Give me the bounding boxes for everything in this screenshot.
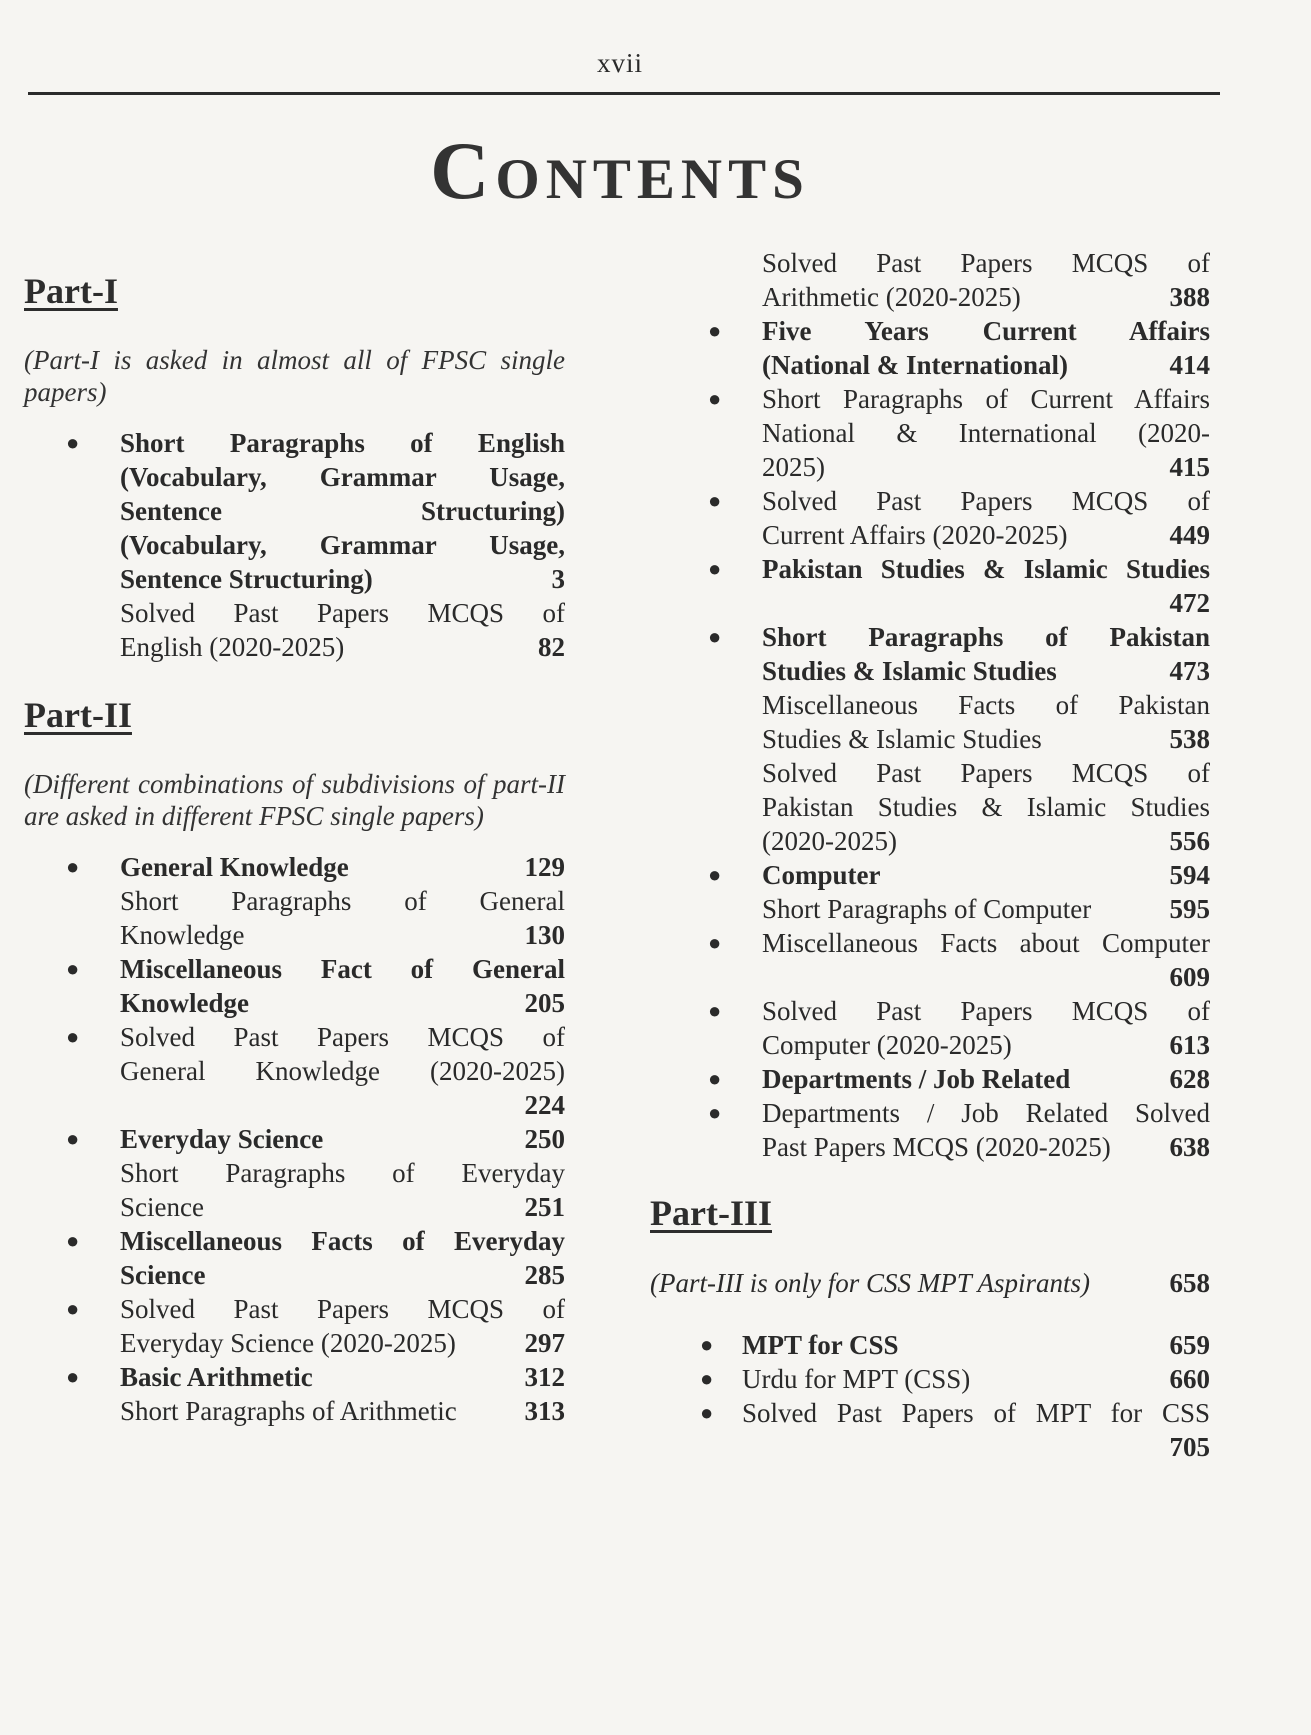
toc-entry-text: Knowledge xyxy=(120,920,245,950)
part-2-heading: Part-II xyxy=(24,695,132,735)
toc-entry xyxy=(650,552,1210,620)
toc-entry-text: Current Affairs (2020-2025) xyxy=(762,520,1068,550)
bullet-icon: ● xyxy=(708,318,722,343)
toc-entry-text: Science xyxy=(120,1260,206,1290)
toc-entry xyxy=(20,952,565,1020)
toc-entry xyxy=(650,892,1210,926)
toc-entry-text: Computer (2020-2025) xyxy=(762,1030,1012,1060)
toc-entry-text: Basic Arithmetic xyxy=(120,1362,313,1392)
toc-entry-text: MPT for CSS xyxy=(742,1330,899,1360)
part-2-note: (Different combinations of subdivisions of part-II are asked in different FPSC single papers) xyxy=(24,769,565,831)
bullet-icon: ● xyxy=(66,1024,80,1049)
toc-page-number: 313 xyxy=(524,1396,565,1426)
bullet-icon: ● xyxy=(700,1332,714,1357)
toc-page-number: 285 xyxy=(524,1260,565,1290)
toc-entry xyxy=(20,1292,565,1360)
toc-entry-text: (National & International) xyxy=(762,350,1068,380)
bullet-icon: ● xyxy=(66,430,80,455)
toc-entry-last-line xyxy=(120,1326,565,1360)
toc-entry-text: (2020-2025) xyxy=(762,826,897,856)
bullet-icon: ● xyxy=(708,556,722,581)
toc-entry-text: Solved Past Papers MCQS of xyxy=(762,996,1210,1026)
page-title: Contents xyxy=(430,125,810,216)
toc-entry xyxy=(650,1096,1210,1164)
toc-entry-text: Pakistan Studies & Islamic Studies xyxy=(762,792,1210,822)
toc-entry-text: Short Paragraphs of English xyxy=(120,428,565,458)
toc-entry xyxy=(20,426,565,596)
bullet-icon: ● xyxy=(708,930,722,955)
toc-entry-last-line xyxy=(742,1328,1210,1362)
toc-entry xyxy=(650,688,1210,756)
toc-entry-text: Solved Past Papers MCQS of xyxy=(762,486,1210,516)
toc-entry-text: English (2020-2025) xyxy=(120,632,345,662)
toc-entry-text: Miscellaneous Fact of General xyxy=(120,954,565,984)
toc-entry-text: Short Paragraphs of Current Affairs xyxy=(762,384,1210,414)
toc-entry-text: Everyday Science (2020-2025) xyxy=(120,1328,456,1358)
toc-entry xyxy=(650,620,1210,688)
toc-entry xyxy=(650,382,1210,484)
toc-entry-text: Five Years Current Affairs xyxy=(762,316,1210,346)
part-2-entries-left xyxy=(20,850,565,1428)
toc-entry-text: Sentence Structuring) xyxy=(120,496,565,526)
toc-entry-text: Sentence Structuring) xyxy=(120,564,373,594)
toc-page-number: 613 xyxy=(1169,1030,1210,1060)
toc-entry xyxy=(650,1328,1210,1362)
toc-page-number: 628 xyxy=(1169,1064,1210,1094)
part-1-heading: Part-I xyxy=(24,271,118,311)
toc-entry-text: Solved Past Papers MCQS of xyxy=(120,1022,565,1052)
bullet-icon: ● xyxy=(66,1228,80,1253)
toc-page-number: 660 xyxy=(1169,1364,1210,1394)
toc-entry-text: Urdu for MPT (CSS) xyxy=(742,1364,971,1394)
toc-entry-text: Short Paragraphs of Arithmetic xyxy=(120,1396,457,1426)
toc-entry-text: Departments / Job Related xyxy=(762,1064,1071,1094)
toc-entry-last-line xyxy=(762,824,1210,858)
toc-entry xyxy=(650,1062,1210,1096)
toc-entry-text: General Knowledge xyxy=(120,852,349,882)
toc-entry-text: Short Paragraphs of Computer xyxy=(762,894,1092,924)
toc-entry-last-line xyxy=(120,918,565,952)
toc-entry xyxy=(20,1020,565,1122)
part-3-note-page: 658 xyxy=(1169,1268,1210,1298)
toc-entry-text: Knowledge xyxy=(120,988,250,1018)
toc-entry-last-line xyxy=(120,986,565,1020)
toc-entry-last-line xyxy=(762,858,1210,892)
toc-entry xyxy=(650,858,1210,892)
toc-entry xyxy=(20,596,565,664)
toc-entry-last-line xyxy=(762,280,1210,314)
toc-entry-last-line xyxy=(120,562,565,596)
toc-entry xyxy=(20,1122,565,1156)
toc-entry-text: Short Paragraphs of Pakistan xyxy=(762,622,1210,652)
toc-page-number: 251 xyxy=(524,1192,565,1222)
bullet-icon: ● xyxy=(708,386,722,411)
toc-page-number: 595 xyxy=(1169,894,1210,924)
toc-entry-text: Solved Past Papers MCQS of xyxy=(120,598,565,628)
toc-entry-text: Solved Past Papers MCQS of xyxy=(120,1294,565,1324)
toc-entry xyxy=(20,850,565,884)
toc-entry-last-line xyxy=(120,630,565,664)
right-column xyxy=(650,246,1210,1464)
bullet-icon: ● xyxy=(708,1100,722,1125)
toc-entry-last-line xyxy=(120,1190,565,1224)
toc-entry-last-line xyxy=(120,1122,565,1156)
toc-entry-last-line xyxy=(120,1360,565,1394)
toc-entry-text: Short Paragraphs of Everyday xyxy=(120,1158,565,1188)
toc-page-number: 129 xyxy=(524,852,565,882)
toc-entry-text: Everyday Science xyxy=(120,1124,324,1154)
toc-entry-text: National & International (2020- xyxy=(762,418,1210,448)
toc-entry xyxy=(650,246,1210,314)
toc-page-number: 130 xyxy=(524,920,565,950)
toc-page-number: 388 xyxy=(1169,282,1210,312)
toc-page-number: 473 xyxy=(1169,656,1210,686)
part-3-note xyxy=(650,1266,1210,1300)
toc-entry-last-line xyxy=(762,892,1210,926)
toc-page-number: 638 xyxy=(1169,1132,1210,1162)
bullet-icon: ● xyxy=(700,1400,714,1425)
toc-page-number: 414 xyxy=(1169,350,1210,380)
toc-entry-text: (Vocabulary, Grammar Usage, xyxy=(120,462,565,492)
toc-page-number: 297 xyxy=(524,1328,565,1358)
toc-entry-text: Studies & Islamic Studies xyxy=(762,656,1057,686)
toc-entry xyxy=(650,1362,1210,1396)
toc-entry-text: Arithmetic (2020-2025) xyxy=(762,282,1021,312)
part-1-note: (Part-I is asked in almost all of FPSC single papers) xyxy=(24,345,565,407)
toc-entry-text: Solved Past Papers MCQS of xyxy=(762,758,1210,788)
toc-page-number: 82 xyxy=(538,632,565,662)
toc-entry-text: Miscellaneous Facts of Pakistan xyxy=(762,690,1210,720)
toc-entry-text: 2025) xyxy=(762,452,825,482)
toc-page-number: 415 xyxy=(1169,452,1210,482)
toc-page-number: 312 xyxy=(524,1362,565,1392)
toc-page-number: 594 xyxy=(1169,860,1210,890)
toc-page-number: 472 xyxy=(1169,588,1210,618)
toc-entry-text: Short Paragraphs of General xyxy=(120,886,565,916)
toc-entry-text: Miscellaneous Facts of Everyday xyxy=(120,1226,565,1256)
toc-entry-last-line xyxy=(762,1130,1210,1164)
toc-entry xyxy=(650,994,1210,1062)
toc-entry xyxy=(20,1360,565,1394)
toc-entry xyxy=(650,926,1210,994)
toc-entry xyxy=(650,484,1210,552)
header-rule xyxy=(28,92,1220,95)
toc-page-number: 3 xyxy=(551,564,565,594)
toc-entry-text: Departments / Job Related Solved xyxy=(762,1098,1210,1128)
toc-entry-text: Studies & Islamic Studies xyxy=(762,724,1042,754)
toc-entry xyxy=(650,756,1210,858)
toc-entry xyxy=(20,1224,565,1292)
part-3-heading: Part-III xyxy=(650,1193,772,1233)
toc-page-number: 250 xyxy=(524,1124,565,1154)
toc-entry-text: Solved Past Papers of MPT for CSS xyxy=(742,1398,1210,1428)
toc-page-number: 609 xyxy=(1169,962,1210,992)
toc-page-number: 224 xyxy=(524,1090,565,1120)
toc-entry-last-line xyxy=(762,1028,1210,1062)
part-2-entries-right xyxy=(650,246,1210,1164)
bullet-icon: ● xyxy=(700,1366,714,1391)
toc-entry-text: Past Papers MCQS (2020-2025) xyxy=(762,1132,1111,1162)
toc-entry xyxy=(650,1396,1210,1464)
toc-entry-last-line xyxy=(742,1362,1210,1396)
toc-entry-last-line xyxy=(762,1062,1210,1096)
bullet-icon: ● xyxy=(66,854,80,879)
toc-page-number: 205 xyxy=(524,988,565,1018)
bullet-icon: ● xyxy=(66,1296,80,1321)
toc-entry-text: Computer xyxy=(762,860,881,890)
bullet-icon: ● xyxy=(66,1364,80,1389)
toc-entry-text: Science xyxy=(120,1192,204,1222)
toc-entry-text: (Vocabulary, Grammar Usage, xyxy=(120,530,565,560)
toc-entry xyxy=(20,884,565,952)
toc-entry xyxy=(650,314,1210,382)
toc-page-number: 538 xyxy=(1169,724,1210,754)
part-3-entries xyxy=(650,1328,1210,1464)
toc-entry xyxy=(20,1394,565,1428)
toc-entry-last-line xyxy=(762,654,1210,688)
bullet-icon: ● xyxy=(708,862,722,887)
toc-entry-last-line xyxy=(762,348,1210,382)
toc-entry-text: Pakistan Studies & Islamic Studies xyxy=(762,554,1210,584)
toc-entry-text: Solved Past Papers MCQS of xyxy=(762,248,1210,278)
toc-page-number: 556 xyxy=(1169,826,1210,856)
left-column xyxy=(20,270,565,1428)
toc-entry-last-line xyxy=(120,850,565,884)
page-number: xvii xyxy=(596,48,643,78)
toc-entry-last-line xyxy=(762,450,1210,484)
toc-entry-text: Miscellaneous Facts about Computer xyxy=(762,928,1210,958)
part-1-entries xyxy=(20,426,565,664)
bullet-icon: ● xyxy=(708,488,722,513)
bullet-icon: ● xyxy=(708,624,722,649)
part-3-section xyxy=(650,1192,1210,1464)
toc-entry-text: General Knowledge (2020-2025) xyxy=(120,1056,565,1086)
bullet-icon: ● xyxy=(708,1066,722,1091)
bullet-icon: ● xyxy=(708,998,722,1023)
toc-page-number: 705 xyxy=(1169,1432,1210,1462)
toc-entry-last-line xyxy=(762,722,1210,756)
bullet-icon: ● xyxy=(66,1126,80,1151)
toc-entry-last-line xyxy=(762,518,1210,552)
bullet-icon: ● xyxy=(66,956,80,981)
toc-page-number: 659 xyxy=(1169,1330,1210,1360)
toc-page-number: 449 xyxy=(1169,520,1210,550)
part-3-note-text: (Part-III is only for CSS MPT Aspirants) xyxy=(650,1268,1091,1298)
toc-entry-last-line xyxy=(120,1394,565,1428)
toc-entry xyxy=(20,1156,565,1224)
toc-entry-last-line xyxy=(120,1258,565,1292)
